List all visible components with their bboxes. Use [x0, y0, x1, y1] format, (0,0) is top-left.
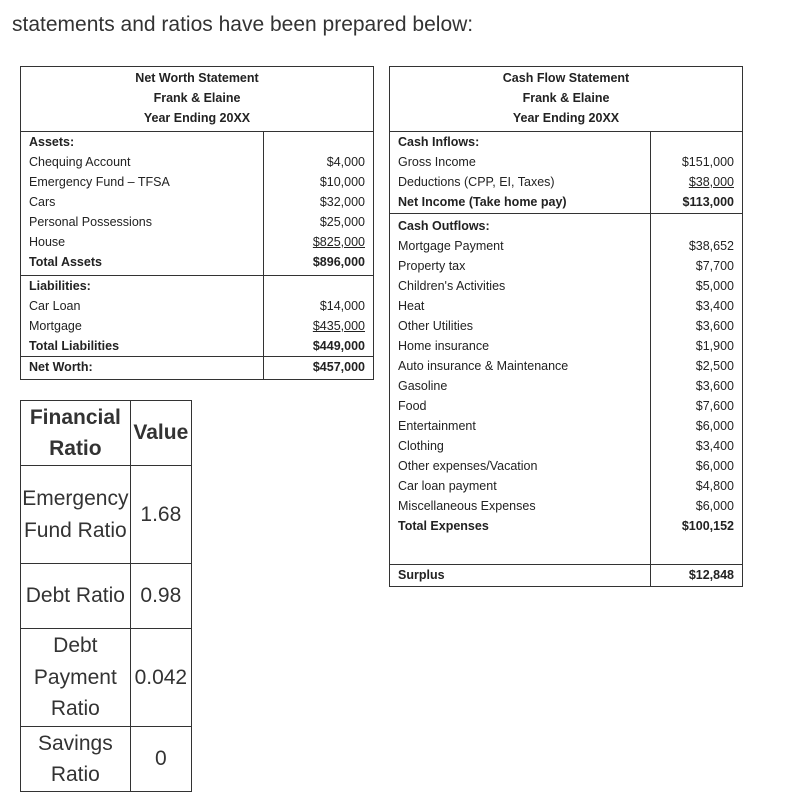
asset-row: House $825,000 [29, 235, 365, 249]
cash-flow-period: Year Ending 20XX [512, 111, 620, 125]
inflow-row: Deductions (CPP, EI, Taxes) $38,000 [398, 175, 734, 189]
outflow-row: Auto insurance & Maintenance $2,500 [398, 359, 734, 373]
inflows-section [390, 132, 742, 212]
net-income-row: Net Income (Take home pay) $113,000 [398, 195, 734, 209]
asset-row: Cars $32,000 [29, 195, 365, 209]
ratio-table-header [21, 401, 192, 466]
net-worth-statement [20, 66, 374, 380]
outflow-row: Clothing $3,400 [398, 439, 734, 453]
assets-section [21, 132, 373, 272]
ratio-value: 0.98 [130, 564, 191, 629]
outflow-row: Children's Activities $5,000 [398, 279, 734, 293]
surplus-section [390, 565, 742, 585]
table-row [21, 629, 192, 727]
ratio-name: Debt Ratio [21, 564, 131, 629]
outflow-row: Car loan payment $4,800 [398, 479, 734, 493]
outflows-header: Cash Outflows: [398, 219, 490, 233]
cash-flow-statement [389, 66, 743, 587]
outflow-row: Property tax $7,700 [398, 259, 734, 273]
ratio-value: 0.042 [130, 629, 191, 727]
cash-flow-names: Frank & Elaine [522, 91, 610, 105]
table-row [21, 727, 192, 792]
header-financial-ratio: Financial Ratio [21, 401, 131, 466]
net-worth-period: Year Ending 20XX [143, 111, 251, 125]
assets-header: Assets: [29, 135, 75, 149]
total-liabilities-row: Total Liabilities $449,000 [29, 339, 365, 353]
ratio-name: Emergency Fund Ratio [21, 466, 131, 564]
outflow-row: Gasoline $3,600 [398, 379, 734, 393]
outflow-row: Entertainment $6,000 [398, 419, 734, 433]
header-value: Value [130, 401, 191, 466]
liability-row: Car Loan $14,000 [29, 299, 365, 313]
outflow-row: Other expenses/Vacation $6,000 [398, 459, 734, 473]
net-worth-row: Net Worth: $457,000 [29, 360, 365, 374]
outflow-row: Food $7,600 [398, 399, 734, 413]
outflow-row: Mortgage Payment $38,652 [398, 239, 734, 253]
ratio-name: Savings Ratio [21, 727, 131, 792]
outflow-row: Home insurance $1,900 [398, 339, 734, 353]
total-assets-row: Total Assets $896,000 [29, 255, 365, 269]
total-expenses-row: Total Expenses $100,152 [398, 519, 734, 533]
liabilities-header: Liabilities: [29, 279, 91, 293]
inflow-row: Gross Income $151,000 [398, 155, 734, 169]
intro-text: statements and ratios have been prepared below: [12, 13, 474, 36]
table-row [21, 466, 192, 564]
cash-flow-title: Cash Flow Statement [502, 71, 630, 85]
net-worth-title: Net Worth Statement [135, 71, 259, 85]
asset-row: Personal Possessions $25,000 [29, 215, 365, 229]
financial-ratio-table [20, 400, 192, 792]
cash-flow-header [390, 67, 742, 128]
inflows-header: Cash Inflows: [398, 135, 480, 149]
asset-row: Chequing Account $4,000 [29, 155, 365, 169]
ratio-name: Debt Payment Ratio [21, 629, 131, 727]
net-worth-header [21, 67, 373, 128]
outflow-row: Miscellaneous Expenses $6,000 [398, 499, 734, 513]
outflows-section [390, 216, 742, 536]
outflow-row: Heat $3,400 [398, 299, 734, 313]
liabilities-section [21, 276, 373, 356]
outflow-row: Other Utilities $3,600 [398, 319, 734, 333]
table-row [21, 564, 192, 629]
ratio-value: 0 [130, 727, 191, 792]
net-worth-section [21, 357, 373, 377]
asset-row: Emergency Fund – TFSA $10,000 [29, 175, 365, 189]
surplus-row: Surplus $12,848 [398, 568, 734, 582]
ratio-value: 1.68 [130, 466, 191, 564]
liability-row: Mortgage $435,000 [29, 319, 365, 333]
net-worth-names: Frank & Elaine [153, 91, 241, 105]
